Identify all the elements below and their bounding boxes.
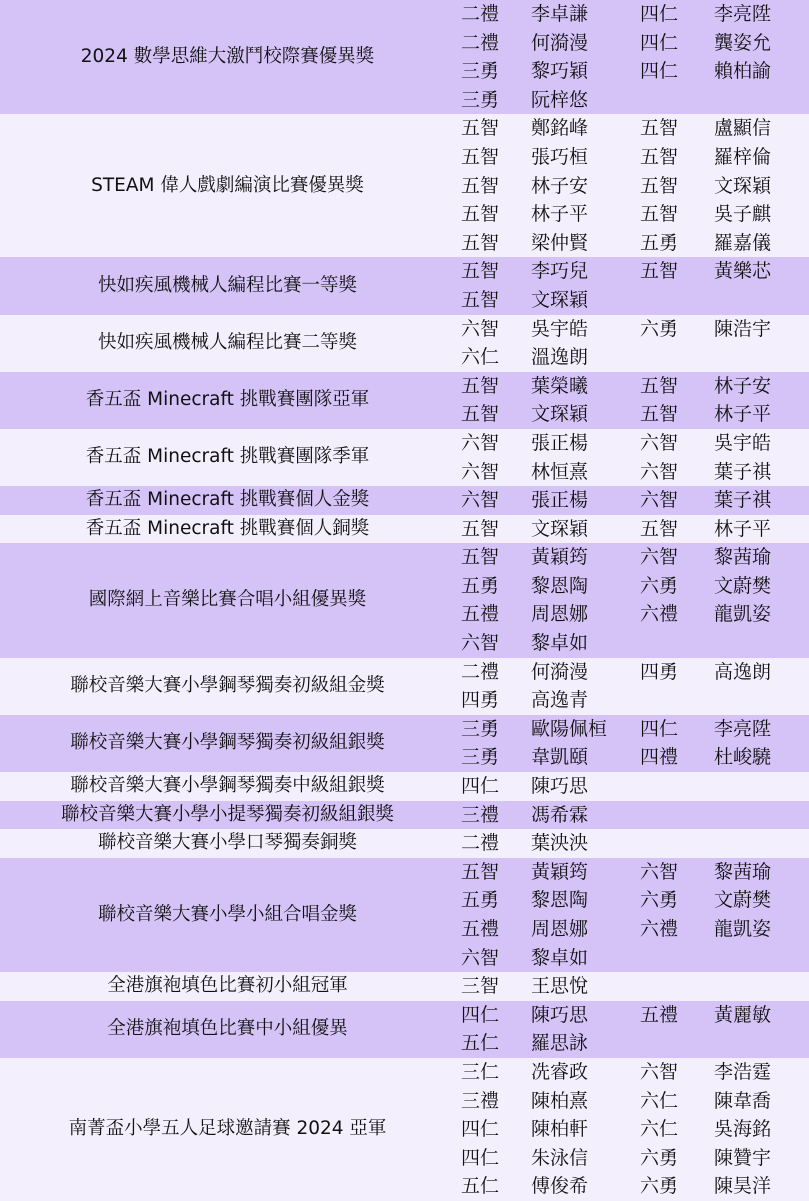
winner-name: 黃穎筠: [531, 543, 634, 572]
winner-name: 林子安: [714, 372, 809, 401]
winner-class: 三智: [455, 972, 531, 1001]
award-name: 南菁盃小學五人足球邀請賽 2024 亞軍: [0, 1058, 455, 1201]
award-row: [0, 543, 809, 572]
award-name: 香五盃 Minecraft 挑戰賽個人銅獎: [0, 515, 455, 544]
winner-name: 杜峻驍: [714, 743, 809, 772]
award-name: 國際網上音樂比賽合唱小組優異獎: [0, 543, 455, 657]
winner-name: 龍凱姿: [714, 600, 809, 629]
award-row: [0, 429, 809, 458]
winner-name: 羅梓倫: [714, 143, 809, 172]
winner-name: 李亮陞: [714, 0, 809, 29]
award-name: 香五盃 Minecraft 挑戰賽個人金獎: [0, 486, 455, 515]
winner-name: 周恩娜: [531, 600, 634, 629]
winner-name: 文琛穎: [531, 400, 634, 429]
winner-name: 陳浩宇: [714, 315, 809, 344]
winner-name: 黎茜瑜: [714, 543, 809, 572]
winner-class: 六勇: [634, 315, 714, 344]
award-name: 全港旗袍填色比賽初小組冠軍: [0, 972, 455, 1001]
winner-name: 文琛穎: [531, 286, 634, 315]
award-row: [0, 114, 809, 143]
winner-name: 羅思詠: [531, 1029, 634, 1058]
winner-name: 賴柏諭: [714, 57, 809, 86]
winner-name: [714, 801, 809, 830]
winner-class: 六智: [634, 429, 714, 458]
winner-name: [714, 286, 809, 315]
winner-name: 李巧兒: [531, 257, 634, 286]
award-name: 快如疾風機械人編程比賽一等獎: [0, 257, 455, 314]
winner-name: 文琛穎: [714, 172, 809, 201]
winner-name: 黎卓如: [531, 629, 634, 658]
winner-class: 六智: [455, 944, 531, 973]
winner-name: [714, 86, 809, 115]
winner-class: 五勇: [455, 886, 531, 915]
award-row: [0, 515, 809, 544]
winner-name: 傅俊希: [531, 1172, 634, 1201]
award-name: 香五盃 Minecraft 挑戰賽團隊季軍: [0, 429, 455, 486]
winner-name: 梁仲賢: [531, 229, 634, 258]
winner-class: 二禮: [455, 0, 531, 29]
winner-name: 黃樂芯: [714, 257, 809, 286]
winner-class: 六勇: [634, 1144, 714, 1173]
award-row: [0, 658, 809, 687]
winner-name: [714, 829, 809, 858]
winner-class: 三仁: [455, 1058, 531, 1087]
winner-name: 吳海銘: [714, 1115, 809, 1144]
winner-class: 六智: [455, 629, 531, 658]
award-row: [0, 257, 809, 286]
winner-name: 葉泱泱: [531, 829, 634, 858]
winner-class: 四禮: [634, 743, 714, 772]
winner-name: 歐陽佩桓: [531, 715, 634, 744]
award-row: [0, 715, 809, 744]
winner-class: [634, 1029, 714, 1058]
award-name: 快如疾風機械人編程比賽二等獎: [0, 315, 455, 372]
award-row: [0, 1058, 809, 1087]
winner-class: 六智: [455, 458, 531, 487]
winner-class: [634, 944, 714, 973]
award-row: [0, 315, 809, 344]
winner-name: 黎茜瑜: [714, 858, 809, 887]
winner-name: 林子安: [531, 172, 634, 201]
winner-name: 陳昊洋: [714, 1172, 809, 1201]
winner-name: 陳贊宇: [714, 1144, 809, 1173]
winner-name: 文蔚樊: [714, 886, 809, 915]
winner-class: [634, 772, 714, 801]
winner-class: 二禮: [455, 29, 531, 58]
winner-name: 林子平: [714, 515, 809, 544]
winner-class: 六智: [634, 1058, 714, 1087]
winner-class: 五智: [634, 257, 714, 286]
award-name: 聯校音樂大賽小學小組合唱金獎: [0, 858, 455, 972]
winner-class: 四仁: [455, 1001, 531, 1030]
winner-class: [634, 286, 714, 315]
winner-class: [634, 629, 714, 658]
award-row: [0, 772, 809, 801]
award-row: [0, 829, 809, 858]
winner-name: 周恩娜: [531, 915, 634, 944]
winner-name: 陳柏熹: [531, 1087, 634, 1116]
winner-class: 六仁: [634, 1115, 714, 1144]
winner-class: 五智: [455, 172, 531, 201]
winner-class: 三禮: [455, 1087, 531, 1116]
winner-name: 文蔚樊: [714, 572, 809, 601]
award-name: 聯校音樂大賽小學口琴獨奏銅獎: [0, 829, 455, 858]
winner-name: 何漪漫: [531, 658, 634, 687]
winner-class: 六勇: [634, 1172, 714, 1201]
winner-class: 五智: [455, 372, 531, 401]
winner-name: 吳宇皓: [531, 315, 634, 344]
winner-name: 李浩霆: [714, 1058, 809, 1087]
winner-class: 四仁: [455, 772, 531, 801]
winner-class: 五勇: [455, 572, 531, 601]
winner-name: 葉子祺: [714, 486, 809, 515]
winner-class: 四仁: [455, 1115, 531, 1144]
winner-name: 鄭銘峰: [531, 114, 634, 143]
winner-name: 文琛穎: [531, 515, 634, 544]
winner-name: 王思悅: [531, 972, 634, 1001]
winner-name: 黃麗敏: [714, 1001, 809, 1030]
winner-name: 溫逸朗: [531, 343, 634, 372]
award-name: 全港旗袍填色比賽中小組優異: [0, 1001, 455, 1058]
winner-class: 五智: [455, 543, 531, 572]
winner-name: [714, 972, 809, 1001]
winner-name: 韋凱頤: [531, 743, 634, 772]
winner-class: 五智: [634, 400, 714, 429]
winner-name: 林子平: [531, 200, 634, 229]
winner-name: 冼睿政: [531, 1058, 634, 1087]
winner-class: 五仁: [455, 1029, 531, 1058]
winner-name: 朱泳信: [531, 1144, 634, 1173]
award-name: STEAM 偉人戲劇編演比賽優異獎: [0, 114, 455, 257]
winner-class: 五智: [634, 114, 714, 143]
winner-name: 高逸朗: [714, 658, 809, 687]
award-row: [0, 0, 809, 29]
award-name: 聯校音樂大賽小學小提琴獨奏初級組銀獎: [0, 801, 455, 830]
winner-name: 陳柏軒: [531, 1115, 634, 1144]
winner-class: 六仁: [634, 1087, 714, 1116]
award-row: [0, 801, 809, 830]
award-row: [0, 858, 809, 887]
winner-name: 吳宇皓: [714, 429, 809, 458]
winner-class: 五智: [455, 400, 531, 429]
winner-name: 龍凱姿: [714, 915, 809, 944]
winner-class: 五智: [634, 200, 714, 229]
winner-class: 六智: [634, 486, 714, 515]
winner-class: 六禮: [634, 600, 714, 629]
winner-class: 五智: [634, 172, 714, 201]
winner-class: 五禮: [455, 915, 531, 944]
winner-class: 六智: [455, 486, 531, 515]
winner-name: 林恒熹: [531, 458, 634, 487]
winner-name: 葉榮曦: [531, 372, 634, 401]
winner-name: 盧顯信: [714, 114, 809, 143]
winner-class: 六智: [634, 858, 714, 887]
winner-class: 六仁: [455, 343, 531, 372]
winner-class: 二禮: [455, 829, 531, 858]
winner-class: 五智: [455, 858, 531, 887]
winner-class: 四仁: [634, 715, 714, 744]
winner-name: [714, 686, 809, 715]
winner-name: 何漪漫: [531, 29, 634, 58]
award-name: 香五盃 Minecraft 挑戰賽團隊亞軍: [0, 372, 455, 429]
winner-name: 李亮陞: [714, 715, 809, 744]
winner-class: [634, 343, 714, 372]
winner-class: 五智: [455, 200, 531, 229]
winner-name: 龔姿允: [714, 29, 809, 58]
winner-class: 四仁: [634, 29, 714, 58]
winner-class: 六智: [455, 315, 531, 344]
winner-class: 六智: [455, 429, 531, 458]
winner-name: 張正楊: [531, 486, 634, 515]
winner-name: 葉子祺: [714, 458, 809, 487]
winner-class: 五智: [455, 515, 531, 544]
winner-name: 馮希霖: [531, 801, 634, 830]
winner-name: 陳巧思: [531, 772, 634, 801]
winner-name: 林子平: [714, 400, 809, 429]
winner-name: 高逸青: [531, 686, 634, 715]
winner-class: 五智: [455, 143, 531, 172]
winner-class: 四仁: [634, 57, 714, 86]
winner-class: 五仁: [455, 1172, 531, 1201]
winner-class: 五勇: [634, 229, 714, 258]
winner-name: [714, 772, 809, 801]
winner-name: 黎恩陶: [531, 572, 634, 601]
winner-name: 張巧桓: [531, 143, 634, 172]
winner-class: [634, 829, 714, 858]
winner-class: 五禮: [634, 1001, 714, 1030]
award-name: 聯校音樂大賽小學鋼琴獨奏初級組金獎: [0, 658, 455, 715]
winner-name: 黃穎筠: [531, 858, 634, 887]
winner-class: [634, 686, 714, 715]
winner-class: 五智: [455, 114, 531, 143]
winner-name: 吳子麒: [714, 200, 809, 229]
winner-class: 六勇: [634, 572, 714, 601]
winner-class: 六智: [634, 543, 714, 572]
winner-class: 三禮: [455, 801, 531, 830]
winner-class: 五智: [634, 143, 714, 172]
winner-name: 阮梓悠: [531, 86, 634, 115]
winner-class: 四勇: [634, 658, 714, 687]
winner-name: [714, 629, 809, 658]
award-row: [0, 972, 809, 1001]
winner-class: 四仁: [455, 1144, 531, 1173]
winner-class: 六勇: [634, 886, 714, 915]
winner-name: 陳韋喬: [714, 1087, 809, 1116]
winner-class: 六禮: [634, 915, 714, 944]
winner-class: 五智: [634, 515, 714, 544]
winner-class: 三勇: [455, 715, 531, 744]
winner-class: 五智: [634, 372, 714, 401]
winner-class: [634, 801, 714, 830]
winner-class: 三勇: [455, 743, 531, 772]
winner-class: 五智: [455, 229, 531, 258]
winner-name: 陳巧思: [531, 1001, 634, 1030]
winner-class: 五智: [455, 257, 531, 286]
winner-name: [714, 1029, 809, 1058]
winner-name: [714, 944, 809, 973]
winner-name: [714, 343, 809, 372]
award-row: [0, 486, 809, 515]
winner-class: 五禮: [455, 600, 531, 629]
award-name: 2024 數學思維大激鬥校際賽優異獎: [0, 0, 455, 114]
winner-name: 李卓謙: [531, 0, 634, 29]
winner-class: 五智: [455, 286, 531, 315]
winner-class: [634, 972, 714, 1001]
winner-class: 四勇: [455, 686, 531, 715]
winner-name: 張正楊: [531, 429, 634, 458]
winner-name: 羅嘉儀: [714, 229, 809, 258]
winner-name: 黎恩陶: [531, 886, 634, 915]
winner-class: 二禮: [455, 658, 531, 687]
award-name: 聯校音樂大賽小學鋼琴獨奏初級組銀獎: [0, 715, 455, 772]
winner-class: 三勇: [455, 57, 531, 86]
award-row: [0, 372, 809, 401]
winner-class: [634, 86, 714, 115]
winner-class: 四仁: [634, 0, 714, 29]
winner-name: 黎卓如: [531, 944, 634, 973]
award-row: [0, 1001, 809, 1030]
award-name: 聯校音樂大賽小學鋼琴獨奏中級組銀獎: [0, 772, 455, 801]
winner-class: 六智: [634, 458, 714, 487]
winner-class: 三勇: [455, 86, 531, 115]
winner-name: 黎巧穎: [531, 57, 634, 86]
